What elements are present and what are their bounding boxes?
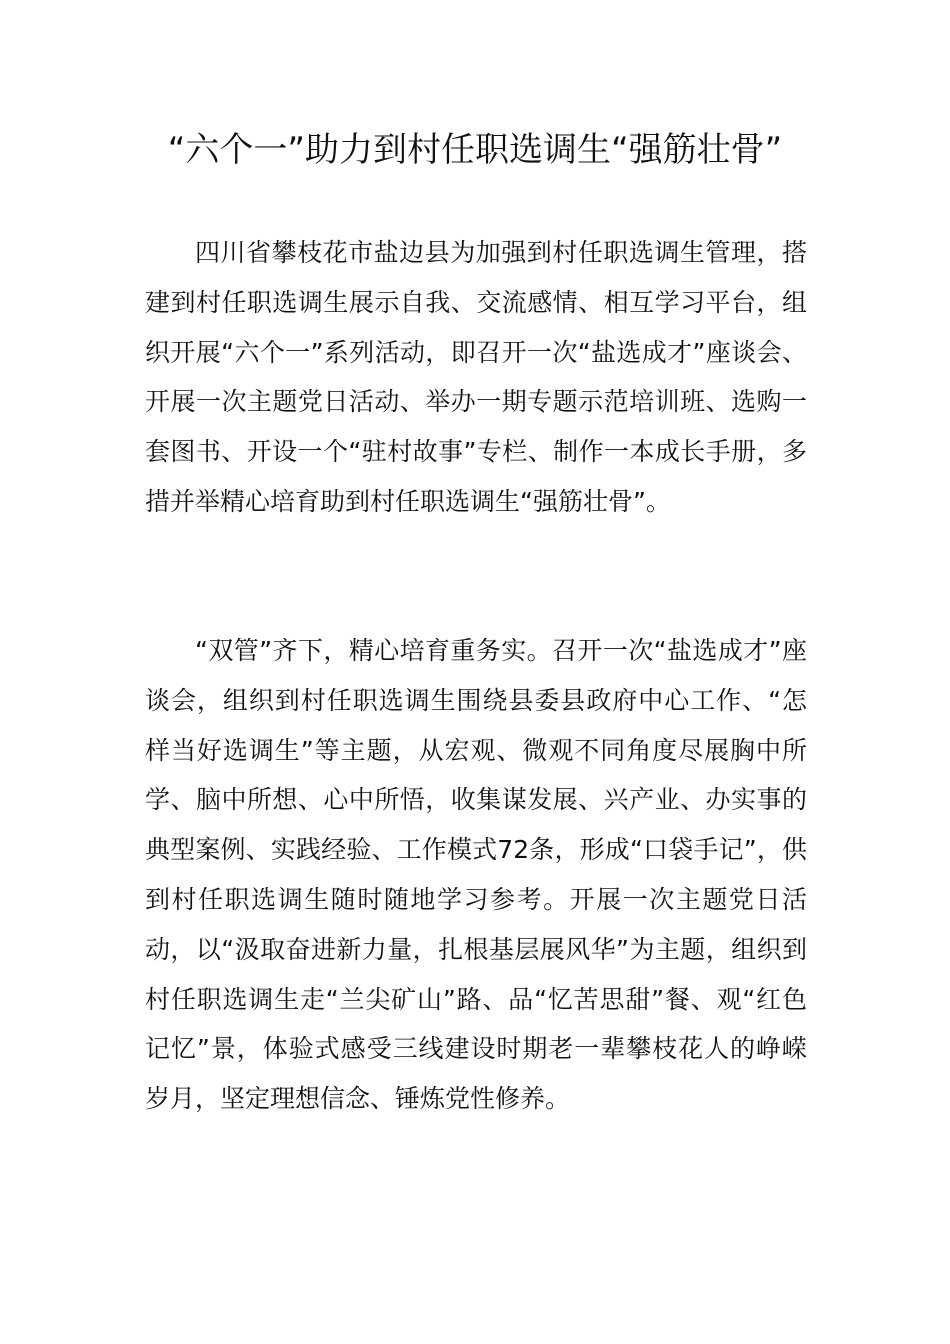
paragraph-intro: 四川省攀枝花市盐边县为加强到村任职选调生管理，搭建到村任职选调生展示自我、交流感情、相互学习平台，组织开展“六个一”系列活动，即召开一次“盐选成才”座谈会、开展一次主题党日活动、举办一期专题示范培训班、选购一套图书、开设一个“驻村故事”专栏、制作一本成长手册，多措并举精心培育助到村任职选调生“强筋壮骨”。 xyxy=(145,238,807,516)
document-title: “六个一”助力到村任职选调生“强筋壮骨” xyxy=(167,130,783,170)
paragraph-section-1: “双管”齐下，精心培育重务实。召开一次“盐选成才”座谈会，组织到村任职选调生围绕县委县政府中心工作、“怎样当好选调生”等主题，从宏观、微观不同角度尽展胸中所学、脑中所想、心中所悟，收集谋发展、兴产业、办实事的典型案例、实践经验、工作模式72条，形成“口袋手记”，供到村任职选调生随时随地学习参考。开展一次主题党日活动，以“汲取奋进新力量，扎根基层展风华”为主题，组织到村任职选调生走“兰尖矿山”路、品“忆苦思甜”餐、观“红色记忆”景，体验式感受三线建设时期老一辈攀枝花人的峥嵘岁月，坚定理想信念、锤炼党性修养。 xyxy=(145,636,807,1114)
